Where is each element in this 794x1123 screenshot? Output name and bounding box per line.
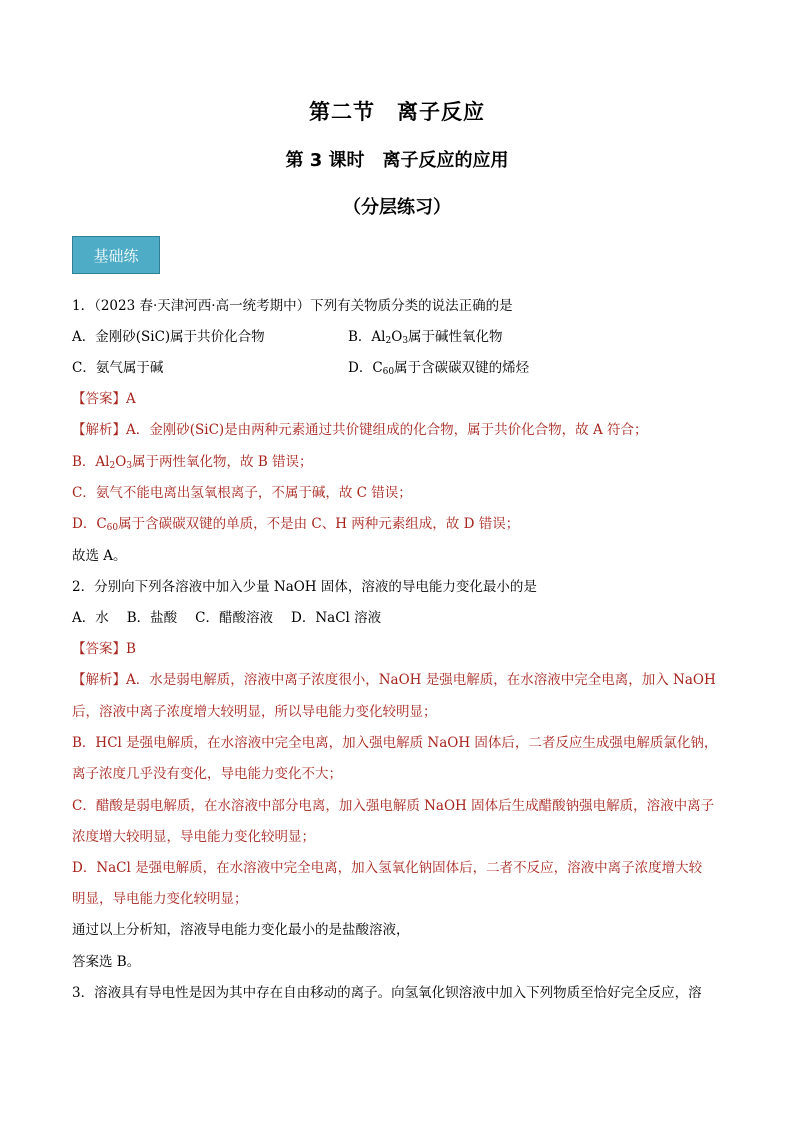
q2-explanation-c2: 浓度增大较明显，导电能力变化较明显； <box>72 829 315 845</box>
q2-explanation-d2: 明显，导电能力变化较明显； <box>72 891 248 907</box>
q2-options: A．水 B．盐酸 C．醋酸溶液 D．NaCl 溶液 <box>72 610 382 626</box>
q2-explanation-a1: 【解析】A．水是弱电解质，溶液中离子浓度很小，NaOH 是强电解质，在水溶液中完全电离，加入 NaOH <box>72 672 716 688</box>
q2-explanation-d1: D．NaCl 是强电解质，在水溶液中完全电离，加入氢氧化钠固体后，二者不反应，溶液中离子浓度增大较 <box>72 860 703 876</box>
q2-explanation-c1: C．醋酸是弱电解质，在水溶液中部分电离，加入强电解质 NaOH 固体后生成醋酸钠强电解质，溶液中离子 <box>72 798 715 814</box>
q1-option-c: C．氨气属于碱 <box>72 360 164 376</box>
q1-explanation-c: C．氨气不能电离出氢氧根离子，不属于碱，故 C 错误； <box>72 485 412 501</box>
tier-label: （分层练习） <box>343 197 451 218</box>
q2-explanation-a2: 后，溶液中离子浓度增大较明显，所以导电能力变化较明显； <box>72 704 437 720</box>
q1-explanation-a: 【解析】A．金刚砂(SiC)是由两种元素通过共价键组成的化合物，属于共价化合物，故 A 符合； <box>72 422 648 438</box>
q2-answer: 【答案】B <box>72 641 136 657</box>
section-badge: 基础练 <box>72 236 160 274</box>
q1-explanation-d: D．$C_{60}$属于含碳碳双键的单质，不是由 C、H 两种元素组成，故 D 错误； <box>72 516 520 533</box>
q3-stem: 3．溶液具有导电性是因为其中存在自由移动的离子。向氢氧化钡溶液中加入下列物质至恰好完全反应，溶 <box>72 985 702 1001</box>
q2-summary: 通过以上分析知，溶液导电能力变化最小的是盐酸溶液， <box>72 922 410 938</box>
q1-option-a: A．金刚砂(SiC)属于共价化合物 <box>72 329 265 345</box>
section-title: 第二节 离子反应 <box>309 100 485 124</box>
q2-explanation-b1: B．HCl 是强电解质，在水溶液中完全电离，加入强电解质 NaOH 固体后，二者反应生成强电解质氯化钠， <box>72 735 718 751</box>
q1-option-b: B．$Al_2O_3$属于碱性氧化物 <box>348 329 503 346</box>
q2-conclusion: 答案选 B。 <box>72 954 141 970</box>
lesson-title: 第 3 课时 离子反应的应用 <box>285 150 509 171</box>
q2-explanation-b2: 离子浓度几乎没有变化，导电能力变化不大； <box>72 766 342 782</box>
q1-option-d: D．$C_{60}$属于含碳碳双键的烯烃 <box>348 360 530 377</box>
q1-conclusion: 故选 A。 <box>72 548 127 564</box>
q1-stem: 1．（2023 春·天津河西·高一统考期中）下列有关物质分类的说法正确的是 <box>72 298 513 314</box>
q1-answer: 【答案】A <box>72 391 136 407</box>
q1-explanation-b: B．$Al_2O_3$属于两性氧化物，故 B 错误； <box>72 454 313 471</box>
q2-stem: 2．分别向下列各溶液中加入少量 NaOH 固体，溶液的导电能力变化最小的是 <box>72 579 537 595</box>
